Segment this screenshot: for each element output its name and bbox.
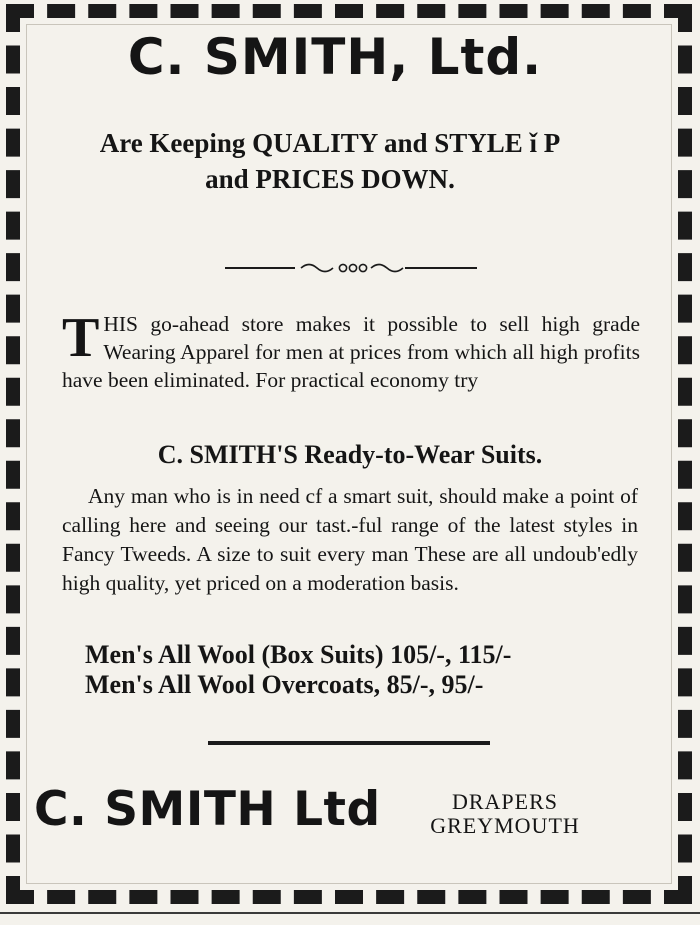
dropcap-letter: T bbox=[62, 307, 100, 369]
price-line-suits: Men's All Wool (Box Suits) 105/-, 115/- bbox=[85, 640, 512, 669]
footer-trade: DRAPERS bbox=[451, 789, 559, 814]
footer-location bbox=[410, 790, 600, 838]
footer-store-name: C. SMITH Ltd bbox=[34, 782, 381, 837]
advert-title: C. SMITH, Ltd. bbox=[127, 28, 543, 86]
intro-text: HIS go-ahead store makes it possible to sell high grade Wearing Apparel for men at prices from which all high profits have been eliminated. For practical economy try bbox=[62, 312, 640, 392]
subheading-line-1: Are Keeping QUALITY and STYLE ǐ P bbox=[99, 128, 561, 158]
page-bottom-rule bbox=[0, 912, 700, 914]
product-description: Any man who is in need cf a smart suit, should make a point of calling here and seeing our tast.-ful range of the latest styles in Fancy Tweeds. A size to suit every man These are all undoub'edly high quality, yet priced on a moderation basis. bbox=[62, 484, 638, 595]
advert-subheading bbox=[0, 125, 660, 197]
ornament-divider bbox=[215, 258, 485, 278]
intro-paragraph bbox=[62, 307, 640, 394]
subheading-line-2: and PRICES DOWN. bbox=[205, 164, 455, 194]
horizontal-rule bbox=[208, 741, 490, 745]
price-list bbox=[85, 640, 645, 700]
product-heading: C. SMITH'S Ready-to-Wear Suits. bbox=[157, 440, 543, 469]
price-line-overcoats: Men's All Wool Overcoats, 85/-, 95/- bbox=[85, 670, 484, 699]
footer-town: GREYMOUTH bbox=[430, 813, 580, 838]
